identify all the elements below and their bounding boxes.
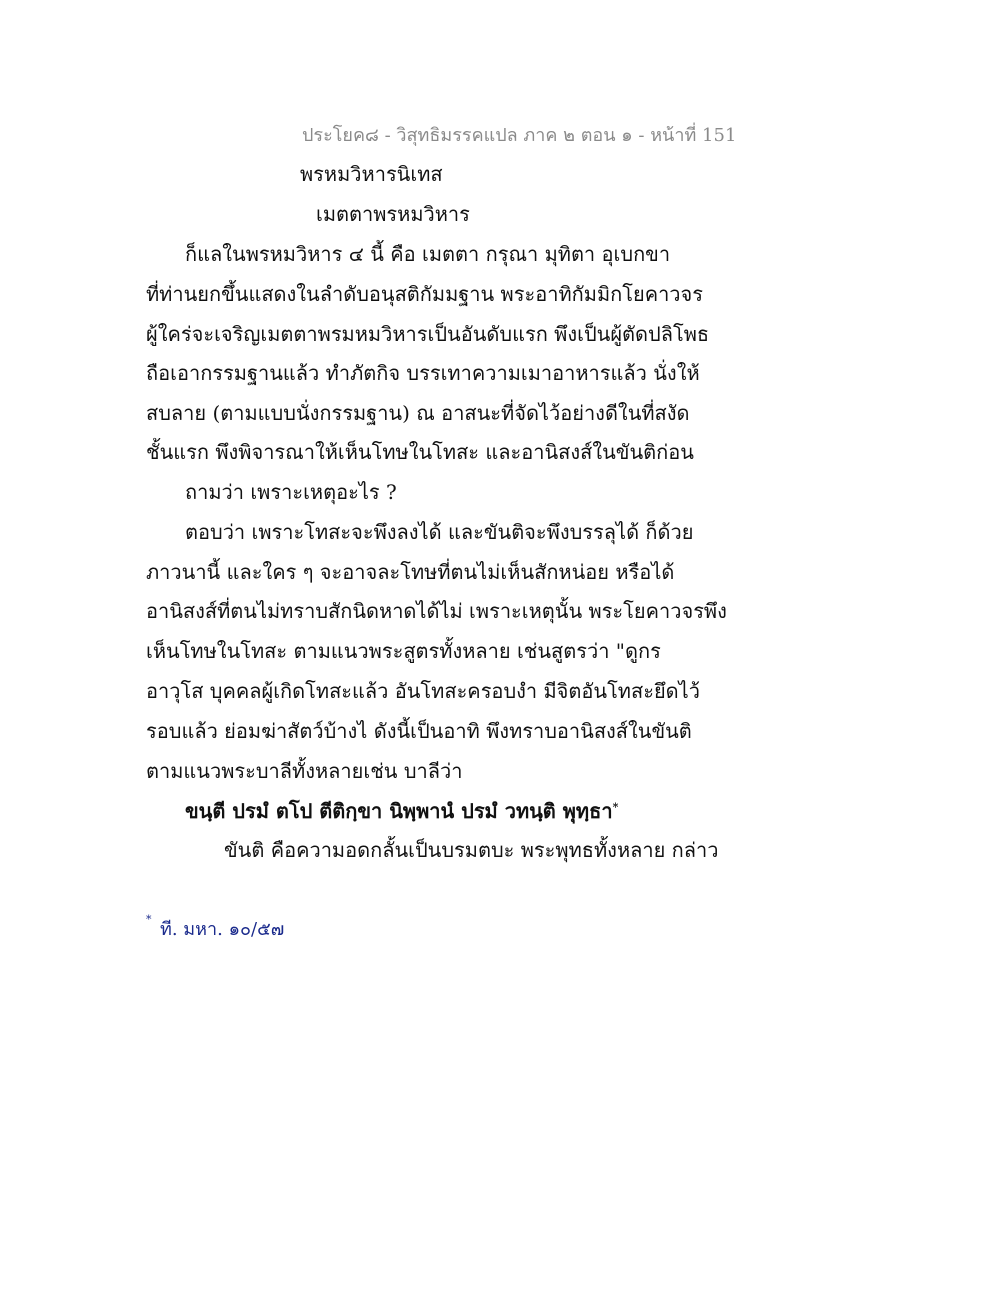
body-line: ถือเอากรรมฐานแล้ว ทำภัตกิจ บรรเทาความเมาอาหารแล้ว นั่งให้ [146, 361, 700, 385]
body-line: อาวุโส บุคคลผู้เกิดโทสะแล้ว อันโทสะครอบงำ มีจิตอันโทสะยึดไว้ [146, 679, 700, 703]
pali-verse-text: ขนฺตี ปรมํ ตโป ตีติกฺขา นิพฺพานํ ปรมํ วทนฺติ พุทฺธา [185, 799, 613, 823]
body-line: ตอบว่า เพราะโทสะจะพึงลงได้ และขันติจะพึงบรรลุได้ ก็ด้วย [185, 520, 694, 544]
body-line: ถามว่า เพราะเหตุอะไร ? [185, 480, 397, 504]
running-header: ประโยค๘ - วิสุทธิมรรคแปล ภาค ๒ ตอน ๑ - หน้าที่ 151 [302, 125, 737, 146]
verse-translation: ขันติ คือความอดกลั้นเป็นบรมตบะ พระพุทธทั้งหลาย กล่าว [224, 838, 719, 862]
footnote-reference: * [612, 800, 619, 814]
body-line: อานิสงส์ที่ตนไม่ทราบสักนิดหาดได้ไม่ เพราะเหตุนั้น พระโยคาวจรพึง [146, 599, 727, 623]
subsection-title: เมตตาพรหมวิหาร [316, 202, 470, 226]
body-line: เห็นโทษในโทสะ ตามแนวพระสูตรทั้งหลาย เช่นสูตรว่า "ดูกร [146, 639, 661, 663]
body-line: ผู้ใคร่จะเจริญเมตตาพรมหมวิหารเป็นอันดับแรก พึงเป็นผู้ตัดปลิโพธ [146, 322, 710, 346]
footnote-marker: * [146, 913, 152, 926]
pali-verse [185, 797, 618, 825]
footnote-text: ที. มหา. ๑๐/๕๗ [160, 919, 285, 940]
body-line: ตามแนวพระบาลีทั้งหลายเช่น บาลีว่า [146, 759, 463, 783]
body-line: ชั้นแรก พึงพิจารณาให้เห็นโทษในโทสะ และอานิสงส์ในขันติก่อน [146, 440, 694, 464]
body-line: ก็แลในพรหมวิหาร ๔ นี้ คือ เมตตา กรุณา มุทิตา อุเบกขา [185, 242, 671, 266]
section-title: พรหมวิหารนิเทส [300, 162, 443, 186]
body-line: ภาวนานี้ และใคร ๆ จะอาจละโทษที่ตนไม่เห็นสักหน่อย หรือได้ [146, 560, 675, 584]
body-line: รอบแล้ว ย่อมฆ่าสัตว์บ้างไ ดังนี้เป็นอาทิ พึงทราบอานิสงส์ในขันติ [146, 719, 692, 743]
body-line: สบลาย (ตามแบบนั่งกรรมฐาน) ณ อาสนะที่จัดไว้อย่างดีในที่สงัด [146, 401, 690, 425]
body-line: ที่ท่านยกขึ้นแสดงในลำดับอนุสติกัมมฐาน พระอาทิกัมมิกโยคาวจร [146, 282, 703, 306]
